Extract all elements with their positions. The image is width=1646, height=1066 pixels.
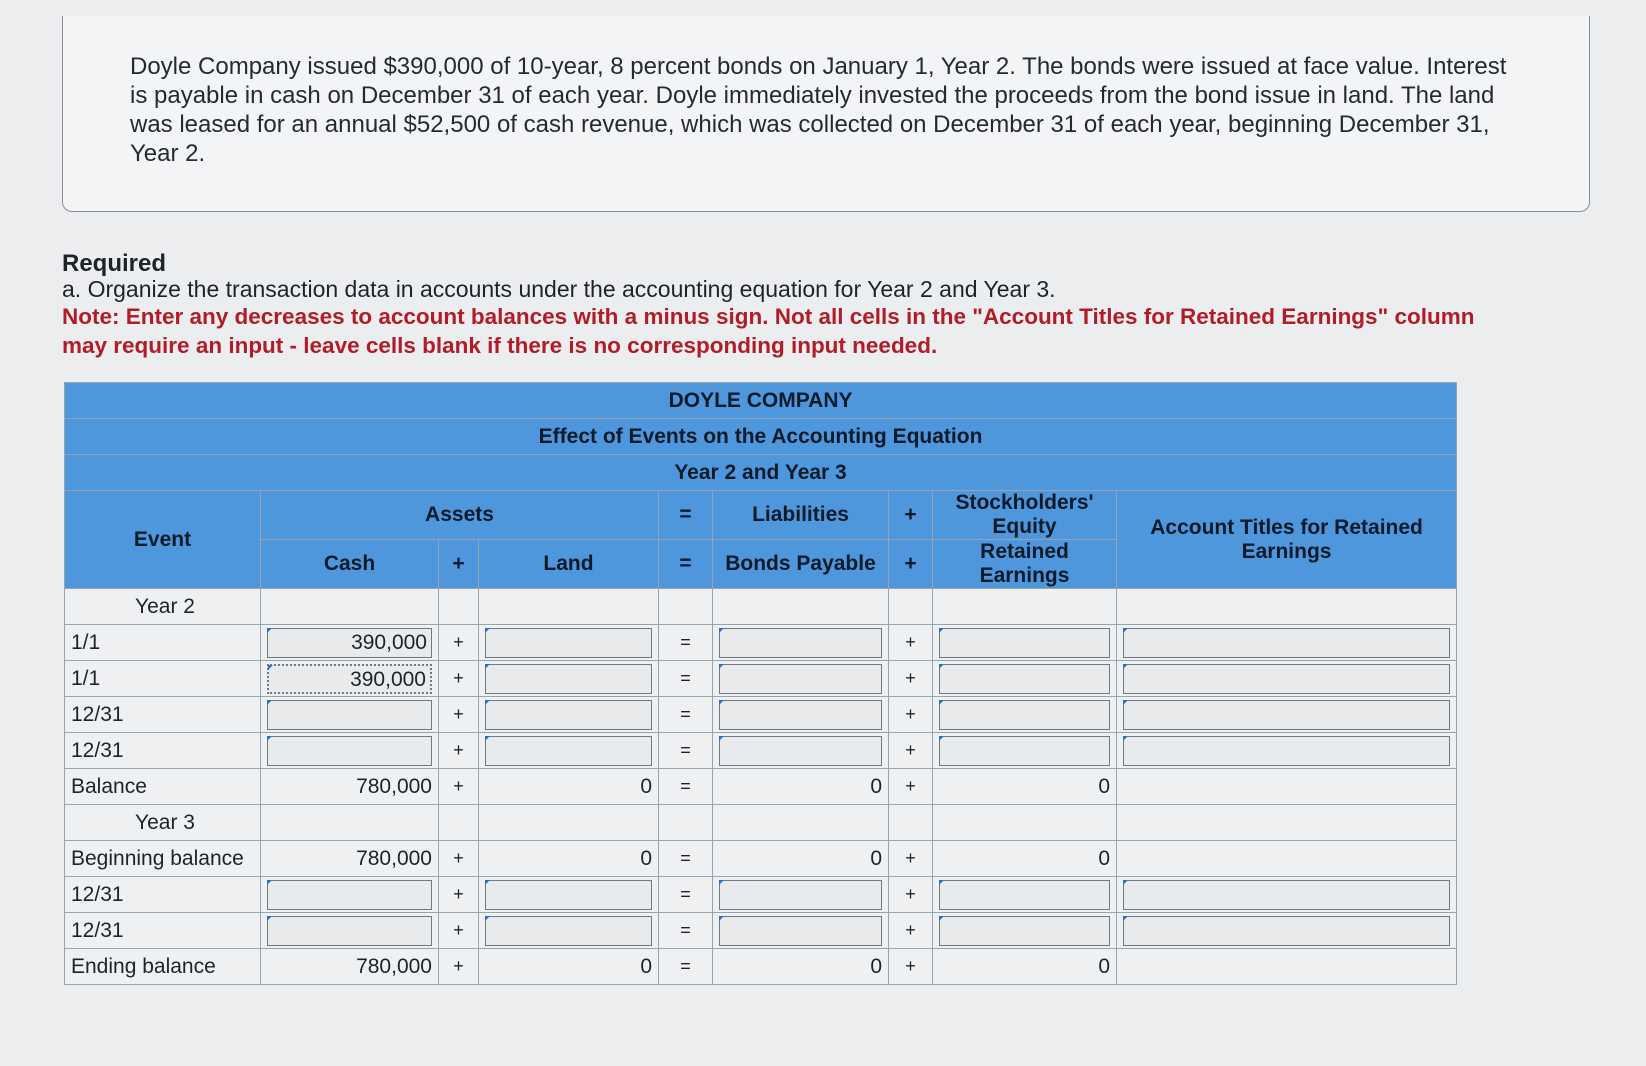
equals-sign: = <box>659 661 713 697</box>
plus-header: + <box>889 491 933 540</box>
event-cell: 1/1 <box>65 625 261 661</box>
bonds-payable-input[interactable] <box>719 700 882 730</box>
plus-sign: + <box>439 949 479 985</box>
account-title-input[interactable] <box>1123 880 1450 910</box>
problem-statement-text: Doyle Company issued $390,000 of 10-year, 8 percent bonds on January 1, Year 2. The bonds were issued at face value. Interest is payable in cash on December 31 of each year. Doyle immediately invested the proceeds from the bond issue in land. The land was leased for an annual $52,500 of cash revenue, which was collected on December 31 of each year, beginning December 31, Year 2. <box>130 53 1507 167</box>
land-input[interactable] <box>485 700 652 730</box>
plus-sign: + <box>889 733 933 769</box>
plus-sign: + <box>439 913 479 949</box>
cash-input[interactable] <box>267 880 432 910</box>
equals-sign: = <box>659 949 713 985</box>
land-input[interactable] <box>485 664 652 694</box>
plus-sign: + <box>439 769 479 805</box>
retained-earnings-value: 0 <box>933 949 1117 985</box>
equals-sign: = <box>659 769 713 805</box>
cash-value: 780,000 <box>261 769 439 805</box>
account-title-input[interactable] <box>1123 736 1450 766</box>
bonds-payable-input[interactable] <box>719 664 882 694</box>
event-cell: Ending balance <box>65 949 261 985</box>
cash-input[interactable] <box>267 736 432 766</box>
plus-sign: + <box>439 661 479 697</box>
equals-header: = <box>659 540 713 589</box>
cash-input[interactable] <box>267 916 432 946</box>
plus-sign: + <box>889 769 933 805</box>
table-row <box>65 949 1457 985</box>
retained-earnings-input[interactable] <box>939 736 1110 766</box>
cash-input[interactable]: 390,000 <box>267 628 432 658</box>
event-header: Event <box>65 491 261 589</box>
table-row <box>65 913 1457 949</box>
land-value: 0 <box>479 769 659 805</box>
stockholders-equity-header: Stockholders' Equity <box>933 491 1117 540</box>
table-row <box>65 661 1457 697</box>
account-titles-header: Account Titles for Retained Earnings <box>1117 491 1457 589</box>
plus-sign: + <box>439 877 479 913</box>
plus-sign: + <box>439 733 479 769</box>
accounting-equation-table <box>64 382 1457 985</box>
land-input[interactable] <box>485 916 652 946</box>
bonds-payable-input[interactable] <box>719 880 882 910</box>
year3-label: Year 3 <box>65 805 261 841</box>
equals-sign: = <box>659 841 713 877</box>
land-input[interactable] <box>485 736 652 766</box>
company-name: DOYLE COMPANY <box>65 383 1457 419</box>
required-note: Note: Enter any decreases to account balances with a minus sign. Not all cells in the "Account Titles for Retained Earnings" column may require an input - leave cells blank if there is no corresponding input needed. <box>62 304 1475 358</box>
plus-sign: + <box>889 625 933 661</box>
event-cell: 12/31 <box>65 877 261 913</box>
event-cell: Balance <box>65 769 261 805</box>
cash-input[interactable] <box>267 700 432 730</box>
plus-sign: + <box>889 913 933 949</box>
retained-earnings-input[interactable] <box>939 916 1110 946</box>
event-cell: 1/1 <box>65 661 261 697</box>
table-row <box>65 877 1457 913</box>
table-row <box>65 769 1457 805</box>
table-period: Year 2 and Year 3 <box>65 455 1457 491</box>
equals-sign: = <box>659 697 713 733</box>
plus-sign: + <box>439 625 479 661</box>
plus-sign: + <box>439 841 479 877</box>
bonds-payable-input[interactable] <box>719 916 882 946</box>
event-cell: 12/31 <box>65 733 261 769</box>
plus-header: + <box>439 540 479 589</box>
plus-sign: + <box>889 949 933 985</box>
plus-sign: + <box>889 697 933 733</box>
table-row <box>65 697 1457 733</box>
retained-earnings-input[interactable] <box>939 664 1110 694</box>
plus-sign: + <box>889 877 933 913</box>
account-title-input[interactable] <box>1123 700 1450 730</box>
cash-value: 780,000 <box>261 949 439 985</box>
equals-sign: = <box>659 625 713 661</box>
retained-earnings-input[interactable] <box>939 700 1110 730</box>
equals-sign: = <box>659 913 713 949</box>
bonds-payable-header: Bonds Payable <box>713 540 889 589</box>
liabilities-header: Liabilities <box>713 491 889 540</box>
required-heading: Required <box>62 250 167 277</box>
land-input[interactable] <box>485 628 652 658</box>
cash-value: 780,000 <box>261 841 439 877</box>
bonds-payable-input[interactable] <box>719 736 882 766</box>
plus-sign: + <box>889 841 933 877</box>
equals-header: = <box>659 491 713 540</box>
plus-header: + <box>889 540 933 589</box>
equals-sign: = <box>659 733 713 769</box>
bonds-payable-input[interactable] <box>719 628 882 658</box>
equals-sign: = <box>659 877 713 913</box>
assets-header: Assets <box>261 491 659 540</box>
bonds-payable-value: 0 <box>713 769 889 805</box>
event-cell: Beginning balance <box>65 841 261 877</box>
cash-header: Cash <box>261 540 439 589</box>
account-title-input[interactable] <box>1123 916 1450 946</box>
bonds-payable-value: 0 <box>713 949 889 985</box>
plus-sign: + <box>439 697 479 733</box>
event-cell: 12/31 <box>65 697 261 733</box>
retained-earnings-input[interactable] <box>939 628 1110 658</box>
land-header: Land <box>479 540 659 589</box>
land-value: 0 <box>479 949 659 985</box>
account-title-input[interactable] <box>1123 628 1450 658</box>
land-input[interactable] <box>485 880 652 910</box>
plus-sign: + <box>889 661 933 697</box>
cash-input[interactable]: 390,000 <box>267 664 432 694</box>
retained-earnings-header: Retained Earnings <box>933 540 1117 589</box>
bonds-payable-value: 0 <box>713 841 889 877</box>
table-subtitle: Effect of Events on the Accounting Equation <box>65 419 1457 455</box>
table-row <box>65 841 1457 877</box>
land-value: 0 <box>479 841 659 877</box>
retained-earnings-value: 0 <box>933 841 1117 877</box>
required-part-a: a. Organize the transaction data in accounts under the accounting equation for Year 2 and Year 3. <box>62 276 1056 302</box>
year2-label: Year 2 <box>65 589 261 625</box>
retained-earnings-input[interactable] <box>939 880 1110 910</box>
table-row <box>65 733 1457 769</box>
retained-earnings-value: 0 <box>933 769 1117 805</box>
account-title-input[interactable] <box>1123 664 1450 694</box>
event-cell: 12/31 <box>65 913 261 949</box>
table-row <box>65 625 1457 661</box>
